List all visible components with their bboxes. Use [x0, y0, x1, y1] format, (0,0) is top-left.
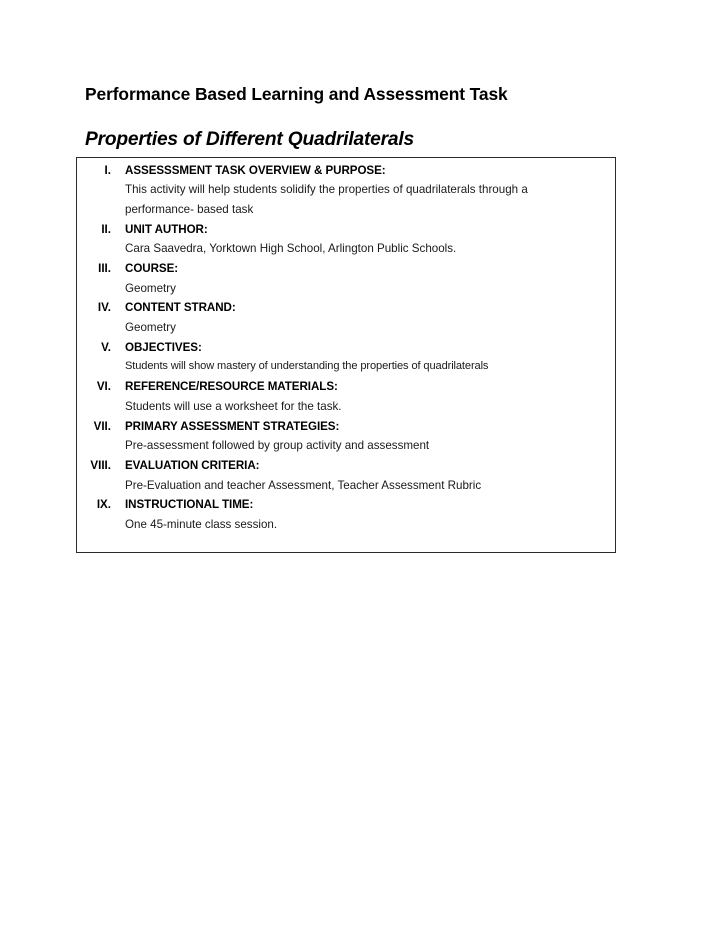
- section-label: OBJECTIVES:: [125, 340, 202, 354]
- section-numeral: IX.: [96, 498, 111, 512]
- task-section-body-line: [77, 518, 615, 538]
- task-section: [77, 420, 615, 459]
- section-label: EVALUATION CRITERIA:: [125, 459, 260, 472]
- section-label: COURSE:: [125, 262, 179, 275]
- task-section-body-line: [77, 203, 615, 223]
- section-numeral: III.: [98, 262, 111, 275]
- task-section-body-line: [77, 479, 615, 499]
- task-section-heading: [77, 164, 615, 184]
- task-section: [77, 459, 615, 498]
- section-numeral: V.: [101, 340, 111, 354]
- section-label: UNIT AUTHOR:: [125, 222, 208, 236]
- section-label: ASSESSSMENT TASK OVERVIEW & PURPOSE:: [125, 163, 386, 177]
- task-section-body-line: [77, 360, 615, 380]
- task-section-heading: [77, 420, 615, 440]
- task-section-heading: [77, 262, 615, 282]
- task-section: [77, 498, 615, 537]
- section-label: REFERENCE/RESOURCE MATERIALS:: [125, 380, 338, 394]
- section-body-text: Pre-Evaluation and teacher Assessment, Teacher Assessment Rubric: [125, 478, 482, 492]
- task-section-body-line: [77, 242, 615, 262]
- page-subtitle: Properties of Different Quadrilaterals: [85, 129, 414, 150]
- assessment-task-table: [76, 157, 616, 553]
- section-numeral: VIII.: [90, 459, 111, 472]
- section-body-text: Students will use a worksheet for the task.: [125, 399, 342, 413]
- page-title: Performance Based Learning and Assessment Task: [85, 84, 508, 104]
- task-section-body-line: [77, 183, 615, 203]
- task-section-heading: [77, 301, 615, 321]
- section-label: INSTRUCTIONAL TIME:: [125, 498, 254, 512]
- task-section-heading: [77, 341, 615, 361]
- task-table-body: [77, 158, 615, 552]
- task-section-heading: [77, 459, 615, 479]
- task-section: [77, 164, 615, 223]
- section-label: CONTENT STRAND:: [125, 301, 236, 315]
- section-label: PRIMARY ASSESSMENT STRATEGIES:: [125, 419, 340, 433]
- task-section-heading: [77, 380, 615, 400]
- task-section-heading: [77, 223, 615, 243]
- section-body-text: Students will show mastery of understanding the properties of quadrilaterals: [125, 360, 489, 373]
- task-section-body-line: [77, 282, 615, 302]
- section-numeral: I.: [104, 163, 111, 177]
- section-body-text: Cara Saavedra, Yorktown High School, Arlington Public Schools.: [125, 242, 457, 256]
- task-section-body-line: [77, 321, 615, 341]
- task-section-body-line: [77, 400, 615, 420]
- section-body-text: Pre-assessment followed by group activity and assessment: [125, 439, 430, 453]
- task-section: [77, 341, 615, 380]
- task-section: [77, 262, 615, 301]
- section-numeral: II.: [101, 222, 111, 236]
- section-body-text: One 45-minute class session.: [125, 518, 278, 532]
- section-body-text: Geometry: [125, 281, 176, 295]
- task-section-heading: [77, 498, 615, 518]
- task-section: [77, 301, 615, 340]
- task-section: [77, 223, 615, 262]
- section-body-text: This activity will help students solidify the properties of quadrilaterals through a: [125, 183, 528, 197]
- task-section-body-line: [77, 439, 615, 459]
- section-body-text: Geometry: [125, 321, 176, 335]
- section-numeral: VI.: [96, 380, 111, 394]
- section-numeral: VII.: [93, 419, 111, 433]
- section-numeral: IV.: [97, 301, 111, 315]
- task-section: [77, 380, 615, 419]
- section-body-text: performance- based task: [125, 202, 254, 216]
